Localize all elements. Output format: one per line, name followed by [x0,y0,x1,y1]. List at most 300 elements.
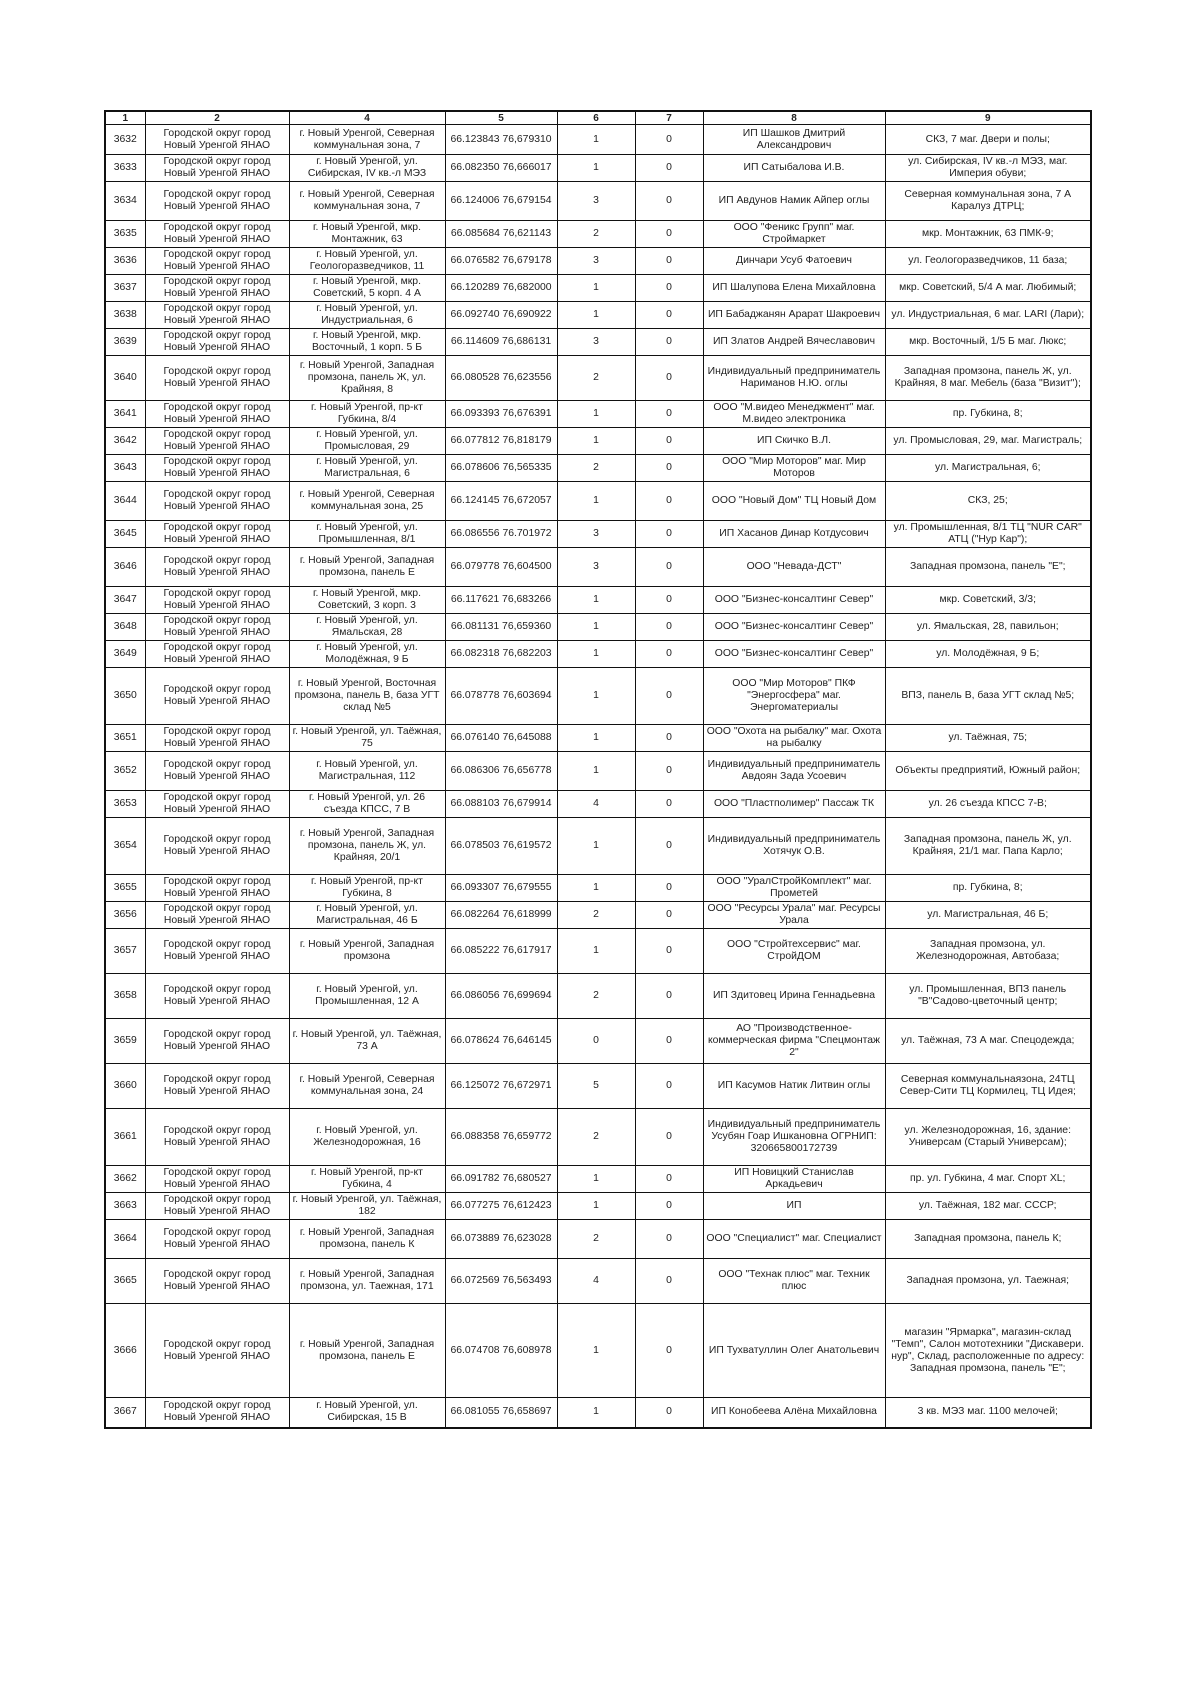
col-header: 4 [289,111,445,125]
cell-coordinates: 66.093307 76,679555 [445,875,557,902]
cell-location: мкр. Восточный, 1/5 Б маг. Люкс; [885,329,1091,356]
cell-organization: Индивидуальный предприниматель Нариманов Н.Ю. оглы [703,356,885,401]
cell-count-7: 0 [635,356,703,401]
cell-count-7: 0 [635,401,703,428]
cell-coordinates: 66.074708 76,608978 [445,1304,557,1398]
cell-address: г. Новый Уренгой, ул. Ямальская, 28 [289,614,445,641]
cell-location: мкр. Советский, 3/3; [885,587,1091,614]
cell-count-7: 0 [635,752,703,791]
cell-row-number: 3634 [105,182,145,221]
cell-row-number: 3649 [105,641,145,668]
cell-count-6: 1 [557,482,635,521]
cell-coordinates: 66.124145 76,672057 [445,482,557,521]
cell-address: г. Новый Уренгой, Западная промзона, ул. Таежная, 171 [289,1259,445,1304]
cell-row-number: 3650 [105,668,145,725]
cell-organization: ИП Шалупова Елена Михайловна [703,275,885,302]
cell-municipality: Городской округ город Новый Уренгой ЯНАО [145,521,289,548]
cell-count-7: 0 [635,329,703,356]
cell-coordinates: 66.123843 76,679310 [445,125,557,155]
cell-municipality: Городской округ город Новый Уренгой ЯНАО [145,929,289,974]
cell-address: г. Новый Уренгой, Западная промзона, панель Е [289,548,445,587]
cell-row-number: 3663 [105,1193,145,1220]
cell-address: г. Новый Уренгой, Западная промзона, панель Е [289,1304,445,1398]
cell-location: ул. Таёжная, 73 А маг. Спецодежда; [885,1019,1091,1064]
cell-location: Северная коммунальная зона, 7 А Каралуз ДТРЦ; [885,182,1091,221]
cell-location: ВПЗ, панель В, база УГТ склад №5; [885,668,1091,725]
cell-count-7: 0 [635,974,703,1019]
cell-count-6: 1 [557,428,635,455]
cell-count-6: 3 [557,248,635,275]
cell-organization: ИП Бабаджанян Арарат Шакроевич [703,302,885,329]
cell-municipality: Городской округ город Новый Уренгой ЯНАО [145,587,289,614]
cell-count-7: 0 [635,1220,703,1259]
cell-municipality: Городской округ город Новый Уренгой ЯНАО [145,125,289,155]
cell-organization: ИП Здитовец Ирина Геннадьевна [703,974,885,1019]
cell-row-number: 3667 [105,1398,145,1428]
cell-coordinates: 66.076140 76,645088 [445,725,557,752]
cell-count-6: 3 [557,182,635,221]
cell-row-number: 3635 [105,221,145,248]
cell-location: Западная промзона, ул. Таежная; [885,1259,1091,1304]
cell-organization: ООО "Новый Дом" ТЦ Новый Дом [703,482,885,521]
cell-location: Западная промзона, панель Ж, ул. Крайняя, 21/1 маг. Папа Карло; [885,818,1091,875]
cell-coordinates: 66.114609 76,686131 [445,329,557,356]
cell-location: ул. Таёжная, 182 маг. СССР; [885,1193,1091,1220]
table-row [105,521,1091,548]
cell-count-6: 1 [557,614,635,641]
cell-count-6: 2 [557,1109,635,1166]
cell-count-6: 2 [557,221,635,248]
cell-municipality: Городской округ город Новый Уренгой ЯНАО [145,725,289,752]
cell-coordinates: 66.079778 76,604500 [445,548,557,587]
cell-count-7: 0 [635,668,703,725]
cell-address: г. Новый Уренгой, Западная промзона, панель Ж, ул. Крайняя, 20/1 [289,818,445,875]
cell-municipality: Городской округ город Новый Уренгой ЯНАО [145,302,289,329]
cell-count-6: 2 [557,455,635,482]
cell-organization: ООО "Феникс Групп" маг. Строймаркет [703,221,885,248]
table-row [105,1019,1091,1064]
cell-organization: ИП Авдунов Намик Айпер оглы [703,182,885,221]
cell-organization: Индивидуальный предприниматель Усубян Гоар Ишкановна ОГРНИП: 320665800172739 [703,1109,885,1166]
cell-coordinates: 66.093393 76,676391 [445,401,557,428]
cell-location: пр. ул. Губкина, 4 маг. Спорт XL; [885,1166,1091,1193]
cell-municipality: Городской округ город Новый Уренгой ЯНАО [145,641,289,668]
cell-count-7: 0 [635,1064,703,1109]
cell-row-number: 3658 [105,974,145,1019]
cell-coordinates: 66.124006 76,679154 [445,182,557,221]
table-row [105,548,1091,587]
cell-municipality: Городской округ город Новый Уренгой ЯНАО [145,1193,289,1220]
cell-address: г. Новый Уренгой, ул. Таёжная, 182 [289,1193,445,1220]
cell-row-number: 3637 [105,275,145,302]
cell-count-7: 0 [635,587,703,614]
table-row [105,428,1091,455]
cell-address: г. Новый Уренгой, мкр. Восточный, 1 корп. 5 Б [289,329,445,356]
cell-municipality: Городской округ город Новый Уренгой ЯНАО [145,1259,289,1304]
cell-municipality: Городской округ город Новый Уренгой ЯНАО [145,221,289,248]
cell-municipality: Городской округ город Новый Уренгой ЯНАО [145,1019,289,1064]
cell-coordinates: 66.088358 76,659772 [445,1109,557,1166]
cell-coordinates: 66.078503 76,619572 [445,818,557,875]
cell-count-7: 0 [635,428,703,455]
cell-count-6: 1 [557,875,635,902]
header-row [105,111,1091,125]
cell-address: г. Новый Уренгой, ул. Магистральная, 6 [289,455,445,482]
cell-count-7: 0 [635,902,703,929]
cell-location: Западная промзона, панель "Е"; [885,548,1091,587]
table-row [105,1166,1091,1193]
cell-count-6: 2 [557,356,635,401]
col-header: 6 [557,111,635,125]
cell-location: ул. Промысловая, 29, маг. Магистраль; [885,428,1091,455]
col-header: 1 [105,111,145,125]
cell-organization: Динчари Усуб Фатоевич [703,248,885,275]
cell-organization: ООО "Мир Моторов" маг. Мир Моторов [703,455,885,482]
cell-coordinates: 66.081055 76,658697 [445,1398,557,1428]
table-row [105,482,1091,521]
cell-municipality: Городской округ город Новый Уренгой ЯНАО [145,1064,289,1109]
cell-municipality: Городской округ город Новый Уренгой ЯНАО [145,902,289,929]
cell-municipality: Городской округ город Новый Уренгой ЯНАО [145,1166,289,1193]
cell-count-7: 0 [635,1259,703,1304]
data-table [104,110,1092,1429]
cell-municipality: Городской округ город Новый Уренгой ЯНАО [145,1304,289,1398]
table-row [105,614,1091,641]
table-row [105,1220,1091,1259]
table-row [105,668,1091,725]
table-row [105,182,1091,221]
cell-coordinates: 66.077275 76,612423 [445,1193,557,1220]
cell-count-7: 0 [635,641,703,668]
cell-count-6: 0 [557,1019,635,1064]
cell-count-6: 2 [557,974,635,1019]
cell-municipality: Городской округ город Новый Уренгой ЯНАО [145,155,289,182]
cell-address: г. Новый Уренгой, мкр. Советский, 5 корп. 4 А [289,275,445,302]
cell-row-number: 3644 [105,482,145,521]
table-row [105,587,1091,614]
cell-address: г. Новый Уренгой, Восточная промзона, панель В, база УГТ склад №5 [289,668,445,725]
table-row [105,221,1091,248]
cell-count-6: 5 [557,1064,635,1109]
cell-row-number: 3659 [105,1019,145,1064]
cell-row-number: 3654 [105,818,145,875]
table-row [105,641,1091,668]
cell-count-7: 0 [635,221,703,248]
cell-organization: ИП Златов Андрей Вячеславович [703,329,885,356]
cell-municipality: Городской округ город Новый Уренгой ЯНАО [145,1109,289,1166]
cell-organization: ООО "М.видео Менеджмент" маг. М.видео электроника [703,401,885,428]
cell-organization: ИП Сатыбалова И.В. [703,155,885,182]
cell-address: г. Новый Уренгой, ул. Молодёжная, 9 Б [289,641,445,668]
cell-row-number: 3636 [105,248,145,275]
table-row [105,902,1091,929]
cell-address: г. Новый Уренгой, ул. Таёжная, 75 [289,725,445,752]
cell-organization: ООО "Ресурсы Урала" маг. Ресурсы Урала [703,902,885,929]
cell-municipality: Городской округ город Новый Уренгой ЯНАО [145,482,289,521]
cell-row-number: 3646 [105,548,145,587]
cell-coordinates: 66.117621 76,683266 [445,587,557,614]
cell-coordinates: 66.086306 76,656778 [445,752,557,791]
cell-organization: ИП Шашков Дмитрий Александрович [703,125,885,155]
cell-location: ул. Железнодорожная, 16, здание: Универсам (Старый Универсам); [885,1109,1091,1166]
cell-count-6: 1 [557,275,635,302]
cell-count-7: 0 [635,482,703,521]
cell-municipality: Городской округ город Новый Уренгой ЯНАО [145,248,289,275]
cell-coordinates: 66.080528 76,623556 [445,356,557,401]
table-row [105,1064,1091,1109]
cell-location: ул. 26 съезда КПСС 7-В; [885,791,1091,818]
cell-count-6: 4 [557,791,635,818]
cell-location: СКЗ, 7 маг. Двери и полы; [885,125,1091,155]
cell-coordinates: 66.086556 76.701972 [445,521,557,548]
table-row [105,275,1091,302]
cell-address: г. Новый Уренгой, Западная промзона, панель Ж, ул. Крайняя, 8 [289,356,445,401]
cell-address: г. Новый Уренгой, ул. Сибирская, IV кв.-л МЭЗ [289,155,445,182]
cell-address: г. Новый Уренгой, ул. 26 съезда КПСС, 7 В [289,791,445,818]
cell-row-number: 3639 [105,329,145,356]
cell-row-number: 3643 [105,455,145,482]
cell-organization: АО "Производственное-коммерческая фирма "Спецмонтаж 2" [703,1019,885,1064]
table-row [105,329,1091,356]
cell-location: Западная промзона, панель К; [885,1220,1091,1259]
cell-municipality: Городской округ город Новый Уренгой ЯНАО [145,1220,289,1259]
cell-count-6: 3 [557,329,635,356]
cell-municipality: Городской округ город Новый Уренгой ЯНАО [145,182,289,221]
cell-row-number: 3647 [105,587,145,614]
cell-coordinates: 66.078778 76,603694 [445,668,557,725]
cell-location: ул. Промышленная, ВПЗ панель "В"Садово-цветочный центр; [885,974,1091,1019]
cell-row-number: 3642 [105,428,145,455]
cell-count-6: 1 [557,401,635,428]
table-row [105,1304,1091,1398]
cell-count-6: 1 [557,302,635,329]
cell-count-6: 1 [557,818,635,875]
cell-location: СКЗ, 25; [885,482,1091,521]
cell-coordinates: 66.092740 76,690922 [445,302,557,329]
cell-address: г. Новый Уренгой, ул. Сибирская, 15 В [289,1398,445,1428]
cell-count-6: 1 [557,587,635,614]
table-row [105,155,1091,182]
cell-location: Северная коммунальнаязона, 24ТЦ Север-Сити ТЦ Кормилец, ТЦ Идея; [885,1064,1091,1109]
cell-coordinates: 66.120289 76,682000 [445,275,557,302]
cell-count-6: 1 [557,668,635,725]
cell-organization: ИП [703,1193,885,1220]
cell-organization: ИП Скичко В.Л. [703,428,885,455]
cell-municipality: Городской округ город Новый Уренгой ЯНАО [145,455,289,482]
cell-row-number: 3656 [105,902,145,929]
cell-count-7: 0 [635,302,703,329]
cell-organization: ООО "Бизнес-консалтинг Север" [703,641,885,668]
cell-address: г. Новый Уренгой, мкр. Советский, 3 корп. 3 [289,587,445,614]
cell-organization: ИП Тухватуллин Олег Анатольевич [703,1304,885,1398]
cell-coordinates: 66.072569 76,563493 [445,1259,557,1304]
cell-location: ул. Магистральная, 6; [885,455,1091,482]
cell-municipality: Городской округ город Новый Уренгой ЯНАО [145,329,289,356]
cell-coordinates: 66.088103 76,679914 [445,791,557,818]
cell-row-number: 3665 [105,1259,145,1304]
cell-row-number: 3657 [105,929,145,974]
table-row [105,1109,1091,1166]
cell-row-number: 3660 [105,1064,145,1109]
cell-row-number: 3661 [105,1109,145,1166]
cell-row-number: 3641 [105,401,145,428]
cell-count-7: 0 [635,1166,703,1193]
cell-municipality: Городской округ город Новый Уренгой ЯНАО [145,401,289,428]
cell-count-7: 0 [635,155,703,182]
cell-coordinates: 66.082318 76,682203 [445,641,557,668]
cell-row-number: 3662 [105,1166,145,1193]
cell-municipality: Городской округ город Новый Уренгой ЯНАО [145,791,289,818]
cell-coordinates: 66.078606 76,565335 [445,455,557,482]
cell-count-6: 1 [557,1304,635,1398]
cell-municipality: Городской округ город Новый Уренгой ЯНАО [145,356,289,401]
cell-count-6: 1 [557,155,635,182]
cell-coordinates: 66.125072 76,672971 [445,1064,557,1109]
cell-address: г. Новый Уренгой, ул. Магистральная, 46 Б [289,902,445,929]
cell-count-7: 0 [635,182,703,221]
cell-row-number: 3633 [105,155,145,182]
table-row [105,752,1091,791]
cell-municipality: Городской округ город Новый Уренгой ЯНАО [145,275,289,302]
cell-address: г. Новый Уренгой, ул. Магистральная, 112 [289,752,445,791]
cell-count-7: 0 [635,791,703,818]
cell-count-6: 2 [557,1220,635,1259]
cell-organization: ИП Касумов Натик Литвин оглы [703,1064,885,1109]
cell-row-number: 3666 [105,1304,145,1398]
cell-organization: ООО "Невада-ДСТ" [703,548,885,587]
cell-row-number: 3664 [105,1220,145,1259]
cell-location: пр. Губкина, 8; [885,875,1091,902]
cell-municipality: Городской округ город Новый Уренгой ЯНАО [145,1398,289,1428]
cell-organization: Индивидуальный предприниматель Хотячук О.В. [703,818,885,875]
cell-count-6: 1 [557,1193,635,1220]
cell-count-7: 0 [635,521,703,548]
cell-count-6: 1 [557,125,635,155]
cell-address: г. Новый Уренгой, ул. Геологоразведчиков, 11 [289,248,445,275]
cell-coordinates: 66.085222 76,617917 [445,929,557,974]
cell-count-6: 2 [557,902,635,929]
cell-location: Объекты предприятий, Южный район; [885,752,1091,791]
cell-municipality: Городской округ город Новый Уренгой ЯНАО [145,752,289,791]
table-row [105,929,1091,974]
cell-organization: ООО "Мир Моторов" ПКФ "Энергосфера" маг. Энергоматериалы [703,668,885,725]
table-row [105,302,1091,329]
cell-coordinates: 66.081131 76,659360 [445,614,557,641]
cell-location: ул. Магистральная, 46 Б; [885,902,1091,929]
cell-count-7: 0 [635,1019,703,1064]
cell-address: г. Новый Уренгой, ул. Промысловая, 29 [289,428,445,455]
cell-count-7: 0 [635,725,703,752]
cell-row-number: 3652 [105,752,145,791]
cell-count-6: 1 [557,725,635,752]
cell-organization: ИП Хасанов Динар Котдусович [703,521,885,548]
cell-count-7: 0 [635,1398,703,1428]
cell-location: мкр. Советский, 5/4 А маг. Любимый; [885,275,1091,302]
cell-address: г. Новый Уренгой, ул. Индустриальная, 6 [289,302,445,329]
cell-coordinates: 66.091782 76,680527 [445,1166,557,1193]
cell-address: г. Новый Уренгой, ул. Железнодорожная, 16 [289,1109,445,1166]
cell-location: ул. Индустриальная, 6 маг. LARI (Лари); [885,302,1091,329]
cell-count-6: 3 [557,521,635,548]
cell-coordinates: 66.086056 76,699694 [445,974,557,1019]
table-row [105,974,1091,1019]
cell-count-7: 0 [635,1109,703,1166]
table-row [105,1398,1091,1428]
cell-organization: ООО "Пластполимер" Пассаж ТК [703,791,885,818]
cell-count-7: 0 [635,275,703,302]
cell-location: ул. Ямальская, 28, павильон; [885,614,1091,641]
cell-location: ул. Молодёжная, 9 Б; [885,641,1091,668]
cell-address: г. Новый Уренгой, пр-кт Губкина, 4 [289,1166,445,1193]
cell-count-7: 0 [635,929,703,974]
col-header: 9 [885,111,1091,125]
table-row [105,401,1091,428]
cell-count-6: 1 [557,1166,635,1193]
table-row [105,455,1091,482]
cell-count-6: 1 [557,641,635,668]
cell-location: ул. Промышленная, 8/1 ТЦ "NUR CAR" АТЦ ("Нур Кар"); [885,521,1091,548]
cell-address: г. Новый Уренгой, пр-кт Губкина, 8/4 [289,401,445,428]
cell-address: г. Новый Уренгой, Северная коммунальная зона, 24 [289,1064,445,1109]
cell-coordinates: 66.078624 76,646145 [445,1019,557,1064]
cell-location: ул. Геологоразведчиков, 11 база; [885,248,1091,275]
cell-count-7: 0 [635,1304,703,1398]
col-header: 7 [635,111,703,125]
cell-municipality: Городской округ город Новый Уренгой ЯНАО [145,974,289,1019]
cell-row-number: 3655 [105,875,145,902]
cell-address: г. Новый Уренгой, ул. Промышленная, 8/1 [289,521,445,548]
table-row [105,818,1091,875]
cell-count-7: 0 [635,125,703,155]
cell-count-7: 0 [635,455,703,482]
cell-municipality: Городской округ город Новый Уренгой ЯНАО [145,548,289,587]
cell-row-number: 3638 [105,302,145,329]
cell-row-number: 3632 [105,125,145,155]
cell-organization: ООО "Технак плюс" маг. Техник плюс [703,1259,885,1304]
cell-address: г. Новый Уренгой, Северная коммунальная зона, 7 [289,125,445,155]
cell-coordinates: 66.077812 76,818179 [445,428,557,455]
table-row [105,875,1091,902]
cell-organization: ООО "Стройтехсервис" маг. СтройДОМ [703,929,885,974]
col-header: 5 [445,111,557,125]
cell-address: г. Новый Уренгой, мкр. Монтажник, 63 [289,221,445,248]
cell-location: пр. Губкина, 8; [885,401,1091,428]
cell-row-number: 3640 [105,356,145,401]
cell-coordinates: 66.082264 76,618999 [445,902,557,929]
cell-address: г. Новый Уренгой, пр-кт Губкина, 8 [289,875,445,902]
cell-organization: ООО "Специалист" маг. Специалист [703,1220,885,1259]
cell-location: Западная промзона, панель Ж, ул. Крайняя, 8 маг. Мебель (база "Визит"); [885,356,1091,401]
cell-organization: ООО "Охота на рыбалку" маг. Охота на рыбалку [703,725,885,752]
cell-municipality: Городской округ город Новый Уренгой ЯНАО [145,875,289,902]
cell-count-6: 3 [557,548,635,587]
cell-count-7: 0 [635,818,703,875]
cell-organization: Индивидуальный предприниматель Авдоян Зада Усоевич [703,752,885,791]
cell-location: ул. Таёжная, 75; [885,725,1091,752]
cell-count-7: 0 [635,1193,703,1220]
col-header: 8 [703,111,885,125]
table-row [105,125,1091,155]
table-row [105,1259,1091,1304]
table-row [105,791,1091,818]
table-row [105,356,1091,401]
cell-address: г. Новый Уренгой, Северная коммунальная зона, 7 [289,182,445,221]
cell-row-number: 3645 [105,521,145,548]
cell-count-7: 0 [635,548,703,587]
cell-count-7: 0 [635,614,703,641]
table-row [105,1193,1091,1220]
cell-organization: ИП Конобеева Алёна Михайловна [703,1398,885,1428]
